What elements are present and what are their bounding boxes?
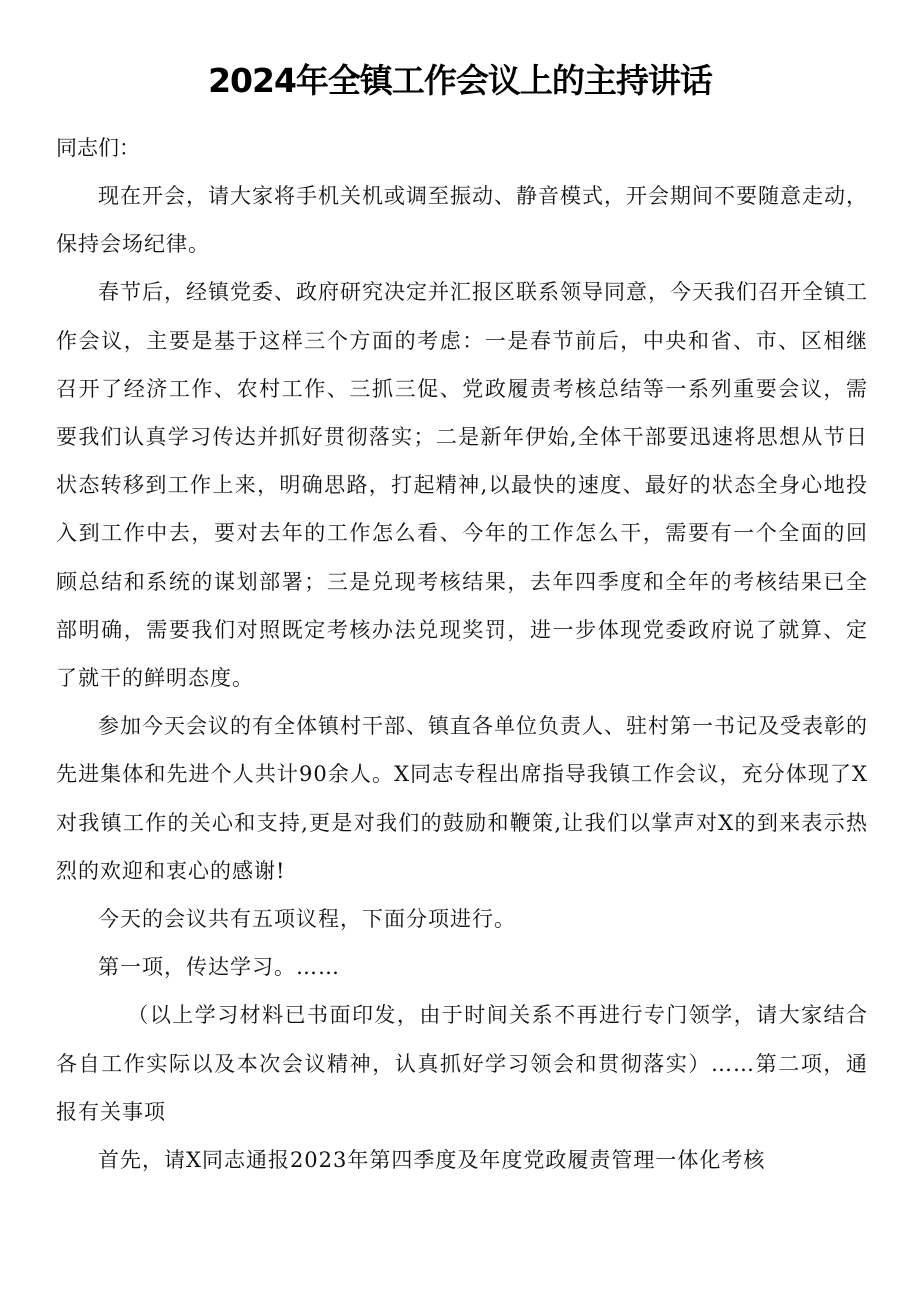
paragraph-background: 春节后，经镇党委、政府研究决定并汇报区联系领导同意，今天我们召开全镇工作会议，主要是基于这样三个方面的考虑：一是春节前后，中央和省、市、区相继召开了经济工作、农村工作、三抓三促、党政履责考核总结等一系列重要会议，需要我们认真学习传达并抓好贯彻落实；二是新年伊始,全体干部要迅速将思想从节日状态转移到工作上来，明确思路，打起精神,以最快的速度、最好的状态全身心地投入到工作中去，要对去年的工作怎么看、今年的工作怎么干，需要有一个全面的回顾总结和系统的谋划部署；三是兑现考核结果，去年四季度和全年的考核结果已全部明确，需要我们对照既定考核办法兑现奖罚，进一步体现党委政府说了就算、定了就干的鲜明态度。 (56, 280, 868, 691)
salutation: 同志们： (56, 136, 140, 160)
paragraph-item-one: 第一项，传达学习。…… (98, 955, 340, 980)
paragraph-attendees: 参加今天会议的有全体镇村干部、镇直各单位负责人、驻村第一书记及受表彰的先进集体和先进个人共计90余人。X同志专程出席指导我镇工作会议，充分体现了X对我镇工作的关心和支持,更是对我们的鼓励和鞭策,让我们以掌声对X的到来表示热烈的欢迎和衷心的感谢! (56, 714, 868, 883)
document-title: 2024年全镇工作会议上的主持讲话 (208, 61, 712, 100)
paragraph-report: 首先，请X同志通报2023年第四季度及年度党政履责管理一体化考核 (98, 1148, 766, 1173)
paragraph-opening: 现在开会，请大家将手机关机或调至振动、静音模式，开会期间不要随意走动，保持会场纪律。 (56, 184, 868, 257)
paragraph-note: （以上学习材料已书面印发，由于时间关系不再进行专门领学，请大家结合各自工作实际以及本次会议精神，认真抓好学习领会和贯彻落实）……第二项，通报有关事项 (56, 1003, 868, 1124)
document-body (56, 172, 868, 1184)
paragraph-agenda: 今天的会议共有五项议程，下面分项进行。 (98, 907, 516, 932)
